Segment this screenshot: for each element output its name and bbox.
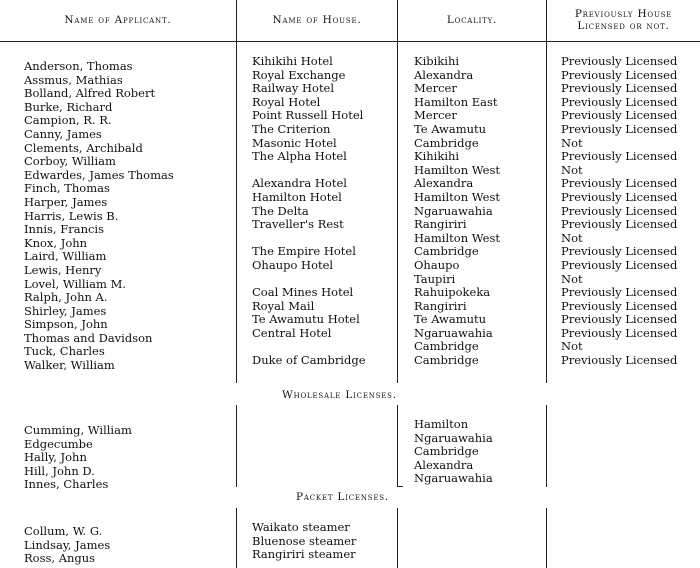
- applicant-name: Shirley, James: [24, 303, 107, 318]
- licensed-status: Previously Licensed: [561, 81, 678, 96]
- wholesale-rule-1: [236, 405, 237, 487]
- locality-name: Cambridge: [414, 135, 479, 150]
- licensed-status: Previously Licensed: [561, 108, 678, 123]
- house-name: Central Hotel: [252, 325, 332, 340]
- licensed-status: Previously Licensed: [561, 176, 678, 191]
- applicant-name: Finch, Thomas: [24, 181, 110, 196]
- licensed-status: Previously Licensed: [561, 67, 678, 82]
- wholesale-applicant-name: Hill, John D.: [24, 463, 95, 478]
- applicant-name: Campion, R. R.: [24, 113, 112, 128]
- house-name: Te Awamutu Hotel: [252, 312, 360, 327]
- header-licensed: [547, 0, 700, 40]
- wholesale-locality-name: Alexandra: [414, 457, 474, 472]
- locality-name: Hamilton West: [414, 230, 500, 245]
- wholesale-section-title: Wholesale Licenses.: [282, 389, 397, 401]
- header-locality: Locality.: [446, 14, 498, 26]
- locality-name: Kihikihi: [414, 149, 460, 164]
- header-licensed-line1: Previously House: [574, 8, 673, 20]
- licensed-status: Not: [561, 135, 583, 150]
- locality-name: Te Awamutu: [414, 312, 487, 327]
- wholesale-locality-name: Hamilton: [414, 417, 469, 431]
- licensed-status: Previously Licensed: [561, 285, 678, 300]
- applicant-name: Harper, James: [24, 194, 108, 209]
- locality-column: [414, 55, 500, 368]
- applicant-name: Walker, William: [24, 358, 115, 373]
- licensed-status: Previously Licensed: [561, 217, 678, 232]
- packet-vessel-name: Waikato steamer: [252, 520, 350, 534]
- header-applicant: Name of Applicant.: [64, 14, 172, 26]
- house-name: Traveller's Rest: [252, 217, 344, 232]
- packet-vessel-name: Bluenose steamer: [252, 533, 357, 548]
- licensed-status: Previously Licensed: [561, 121, 678, 136]
- house-name: [252, 340, 366, 354]
- locality-name: Alexandra: [414, 67, 474, 82]
- house-name: Duke of Cambridge: [252, 353, 366, 368]
- packet-rule-1: [236, 508, 237, 568]
- applicant-name: Assmus, Mathias: [24, 72, 123, 87]
- wholesale-locality-column: [414, 418, 493, 486]
- house-name: [252, 232, 366, 246]
- applicant-name: Corboy, William: [24, 154, 116, 169]
- applicant-name: Bolland, Alfred Robert: [24, 86, 156, 101]
- house-name: The Delta: [252, 203, 309, 218]
- column-rule-2: [397, 0, 398, 383]
- house-name: Kihikihi Hotel: [252, 54, 333, 68]
- locality-name: Rangiriri: [414, 298, 467, 313]
- wholesale-locality-name: Cambridge: [414, 444, 479, 459]
- house-name: The Empire Hotel: [252, 244, 356, 259]
- licensed-status: Previously Licensed: [561, 149, 678, 164]
- packet-house-column: [252, 521, 356, 562]
- locality-name: Cambridge: [414, 244, 479, 259]
- applicant-name: Tuck, Charles: [24, 344, 105, 359]
- house-name: Coal Mines Hotel: [252, 285, 354, 300]
- packet-applicant-name: Collum, W. G.: [24, 524, 103, 538]
- licensed-status: Previously Licensed: [561, 94, 678, 109]
- header-rule: [0, 41, 700, 42]
- locality-name: Cambridge: [414, 353, 479, 368]
- wholesale-applicant-name: Innes, Charles: [24, 477, 109, 492]
- header-licensed-line2: Licensed or not.: [577, 20, 670, 32]
- locality-name: Mercer: [414, 81, 457, 96]
- applicant-name: Canny, James: [24, 126, 102, 141]
- header-house: Name of House.: [272, 14, 362, 26]
- applicant-name: Edwardes, James Thomas: [24, 167, 174, 182]
- applicant-name: Lewis, Henry: [24, 262, 102, 277]
- licensed-status: Previously Licensed: [561, 298, 678, 313]
- packet-section-title: Packet Licenses.: [296, 491, 389, 503]
- house-name: Railway Hotel: [252, 81, 335, 96]
- locality-name: Hamilton West: [414, 162, 500, 177]
- applicant-name: Harris, Lewis B.: [24, 208, 119, 223]
- licensed-status: Previously Licensed: [561, 353, 678, 368]
- licensed-status: Previously Licensed: [561, 325, 678, 340]
- house-name: Point Russell Hotel: [252, 108, 364, 123]
- packet-applicant-column: [24, 525, 110, 566]
- licensed-status: Previously Licensed: [561, 203, 678, 218]
- locality-name: Hamilton East: [414, 94, 498, 109]
- house-name: [252, 164, 366, 178]
- house-name: The Criterion: [252, 121, 331, 136]
- applicant-name: Knox, John: [24, 235, 88, 250]
- licensed-column: [561, 55, 677, 368]
- applicant-name: Lovel, William M.: [24, 276, 127, 291]
- locality-name: Ngaruawahia: [414, 203, 493, 218]
- licensed-status: Previously Licensed: [561, 257, 678, 272]
- house-name: [252, 273, 366, 287]
- licensed-status: Not: [561, 339, 583, 354]
- applicant-name: Thomas and Davidson: [24, 330, 153, 345]
- packet-applicant-name: Lindsay, James: [24, 537, 111, 552]
- applicant-name: Innis, Francis: [24, 222, 105, 237]
- locality-name: Cambridge: [414, 339, 479, 354]
- locality-name: Ohaupo: [414, 257, 460, 272]
- licensed-status: Not: [561, 162, 583, 177]
- column-rule-3: [546, 0, 547, 383]
- locality-name: Te Awamutu: [414, 121, 487, 136]
- wholesale-locality-name: Ngaruawahia: [414, 471, 493, 486]
- packet-rule-2: [397, 508, 398, 568]
- house-name: Alexandra Hotel: [252, 176, 347, 191]
- licensed-status: Not: [561, 271, 583, 286]
- packet-vessel-name: Rangiriri steamer: [252, 547, 356, 562]
- licensed-status: Not: [561, 230, 583, 245]
- applicant-name: Laird, William: [24, 249, 107, 264]
- house-name: Royal Hotel: [252, 94, 321, 109]
- wholesale-applicant-name: Cumming, William: [24, 423, 132, 437]
- licensed-status: Previously Licensed: [561, 244, 678, 259]
- packet-rule-3: [546, 508, 547, 568]
- wholesale-applicant-column: [24, 424, 132, 492]
- locality-name: Alexandra: [414, 176, 474, 191]
- house-name: The Alpha Hotel: [252, 149, 347, 164]
- house-name: Royal Mail: [252, 298, 315, 313]
- house-name: Masonic Hotel: [252, 135, 337, 150]
- locality-name: Hamilton West: [414, 189, 500, 204]
- applicant-name: Simpson, John: [24, 317, 108, 332]
- applicant-name: Anderson, Thomas: [24, 59, 133, 73]
- column-rule-1: [236, 0, 237, 383]
- packet-applicant-name: Ross, Angus: [24, 551, 96, 566]
- wholesale-rule-3: [546, 405, 547, 487]
- wholesale-bracket: [397, 486, 403, 487]
- locality-name: Ngaruawahia: [414, 325, 493, 340]
- house-name: Royal Exchange: [252, 67, 346, 82]
- wholesale-locality-name: Ngaruawahia: [414, 430, 493, 445]
- locality-name: Taupiri: [414, 271, 456, 286]
- applicant-name: Clements, Archibald: [24, 140, 143, 155]
- house-name: Ohaupo Hotel: [252, 257, 334, 272]
- locality-name: Kibikihi: [414, 54, 460, 68]
- locality-name: Rangiriri: [414, 217, 467, 232]
- applicant-name: Burke, Richard: [24, 99, 113, 114]
- locality-name: Mercer: [414, 108, 457, 123]
- wholesale-rule-2: [397, 405, 398, 487]
- licensed-status: Previously Licensed: [561, 312, 678, 327]
- locality-name: Rahuipokeka: [414, 285, 491, 300]
- wholesale-applicant-name: Hally, John: [24, 450, 87, 465]
- applicant-column: [24, 60, 174, 373]
- licensed-status: Previously Licensed: [561, 54, 678, 68]
- wholesale-applicant-name: Edgecumbe: [24, 436, 93, 451]
- house-name: Hamilton Hotel: [252, 189, 342, 204]
- licensed-status: Previously Licensed: [561, 189, 678, 204]
- house-column: [252, 55, 366, 368]
- applicant-name: Ralph, John A.: [24, 290, 108, 305]
